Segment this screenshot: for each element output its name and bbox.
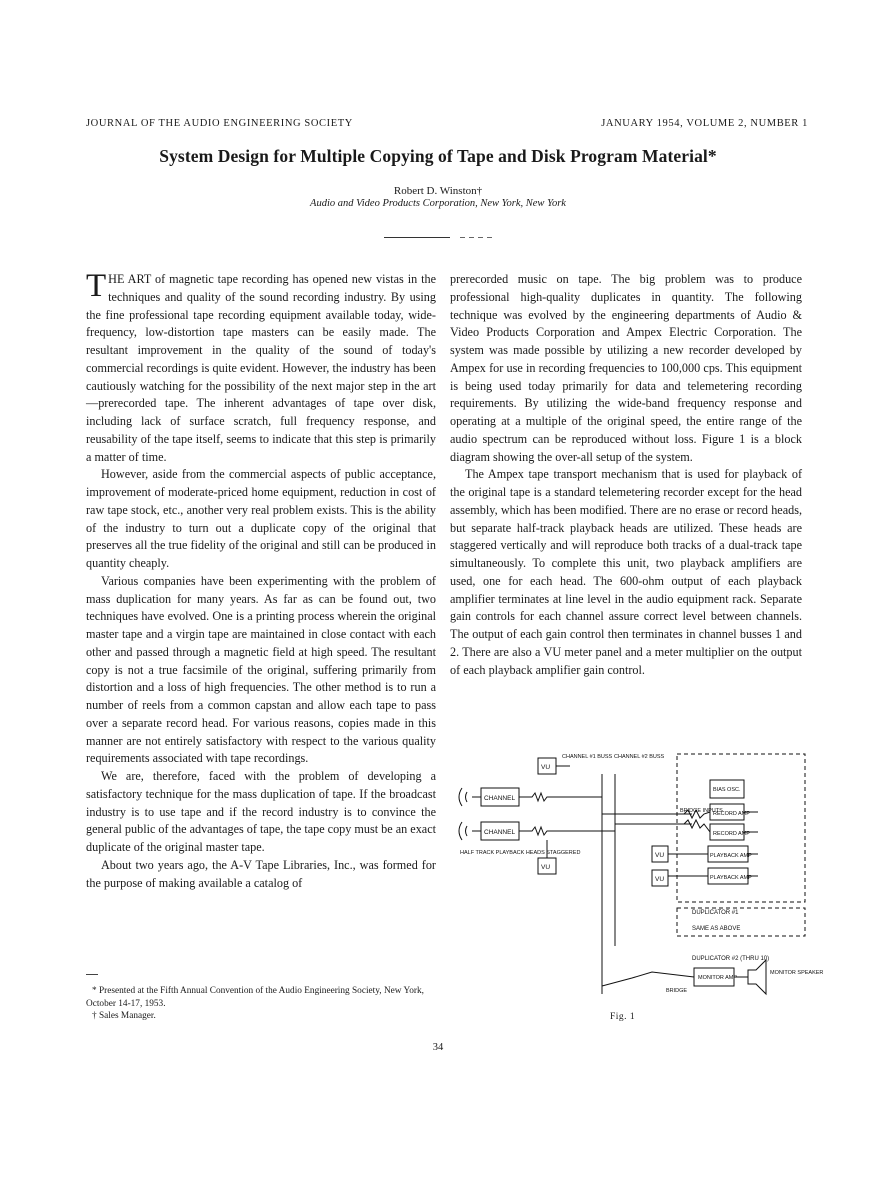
fig-record-amp-1: RECORD AMP [713,811,750,817]
fig-monitor-amp: MONITOR AMP [698,975,738,981]
journal-header: JOURNAL OF THE AUDIO ENGINEERING SOCIETY [86,118,353,129]
paragraph-1-text: HE ART of magnetic tape recording has opened new vistas in the techniques and quality of the sound recording industry. By using the fine professional tape recording equipment available today, wide-frequency, low-distortion tape masters can be easily made. The resultant improvement in the quality of the sound of today's commercial recordings is quite evident. However, the industry has been cautiously watching for the possibility of the next major step in the art—prerecorded tape. The inherent advantages of tape over disk, including lack of surface scratch, full frequency response, and reusability of the tape itself, seems to indicate that this step is primarily a matter of time. [86,272,436,464]
column-left [86,268,436,892]
footnote-sales-manager: † Sales Manager. [92,1011,156,1021]
fig-channel-1-label: CHANNEL [484,795,516,802]
fig-channel-2-label: CHANNEL [484,829,516,836]
column-right [450,271,802,679]
fig-record-amp-2: RECORD AMP [713,831,750,837]
footnotes [86,985,436,1023]
footnote-presented: * Presented at the Fifth Annual Convention of the Audio Engineering Society, New York, October 14-17, 1953. [86,986,424,1009]
fig-same-as-above: SAME AS ABOVE [692,926,741,932]
author-affiliation: Audio and Video Products Corporation, New York, New York [310,198,566,209]
fig-channel-1-buss: CHANNEL #1 BUSS [562,754,613,760]
fig-vu-label-2: VU [541,864,551,871]
fig-playback-amp-2: PLAYBACK AMP [710,875,752,881]
paragraph-7: The Ampex tape transport mechanism that is used for playback of the original tape is a standard telemetering recorder except for the head assembly, which has been modified. There are no erase or record heads, but separate half-track playback heads are utilized. These heads are staggered vertically and will reproduce both tracks of a dual-track tape simultaneously. To complete this unit, two playback amplifiers are used, one for each head. The 600-ohm output of each playback amplifier terminates at line level in the audio equipment rack. Separate gain controls for each channel assure correct level between channels. The output of each gain control then terminates in channel busses 1 and 2. There are also a VU meter panel and a meter multiplier on the output of each playback amplifier gain control. [450,467,802,677]
fig-bridge-inputs: BRIDGE INPUTS [680,808,723,814]
fig-channel-2-buss: CHANNEL #2 BUSS [614,754,665,760]
fig-bridge: BRIDGE [666,988,688,994]
page-number: 34 [432,1042,444,1053]
fig-playback-amp-1: PLAYBACK AMP [710,853,752,859]
paragraph-5: About two years ago, the A-V Tape Libraries, Inc., was formed for the purpose of making available a catalog of [86,857,436,890]
author-name: Robert D. Winston† [393,185,483,197]
figure-caption: Fig. 1 [610,1012,636,1022]
paragraph-2: However, aside from the commercial aspects of public acceptance, improvement of moderate-priced home equipment, reduction in cost of raw tape stock, etc., another very real problem exists. This is the ability of the industry to turn out a duplicate copy of the original that preserves all the true fidelity of the original and still can be produced in quantity cheaply. [86,467,436,570]
paragraph-3: Various companies have been experimenting with the problem of mass duplication for many years. As far as can be found out, two techniques have evolved. One is a printing process wherein the original master tape and a virgin tape are maintained in close contact with each other and passed through a magnetic field at high speed. The resultant copy is not a true facsimile of the original, suffering primarily from distortion and a loss of high frequencies. The other method is to run a number of reels from a common capstan and allow each tape to pass over a separate record head. For various reasons, copies made in this manner are not entirely satisfactory with respect to the various quality requirements associated with tape recordings. [86,573,436,766]
fig-duplicator-1: DUPLICATOR #1 [692,910,739,916]
paragraph-4: We are, therefore, faced with the problem of developing a satisfactory technique for the mass duplication of tape. If the broadcast industry is to use tape and if the record industry is to convince the general public of the advantages of tape, the tape copy must be an exact duplicate of the original master tape. [86,769,436,854]
title-separator-dashes [460,237,494,238]
speaker-symbol [734,960,766,994]
paragraph-1 [86,268,436,466]
issue-header: JANUARY 1954, VOLUME 2, NUMBER 1 [601,118,808,129]
fig-monitor-speaker: MONITOR SPEAKER [770,970,824,976]
fig-half-track-heads: HALF TRACK PLAYBACK HEADS STAGGERED [460,850,581,856]
fig-bias-osc: BIAS OSC. [713,787,741,793]
fig-vu-label-1: VU [541,764,551,771]
drop-cap: T [86,268,107,304]
fig-vu-label-4: VU [655,876,665,883]
fig-duplicator-2: DUPLICATOR #2 (THRU 10) [692,956,770,962]
footnote-rule [86,974,98,975]
title-separator [384,237,450,238]
paragraph-6: prerecorded music on tape. The big problem was to produce professional high-quality duplicates in quantity. The following technique was evolved by the engineering departments of Audio & Video Products Corporation and Ampex Electric Corporation. The system was made possible by utilizing a new recorder developed by Ampex for use in recording frequencies to 100,000 cps. This equipment is being used today primarily for data and telemetering recording requirements. By utilizing the wide-band frequency response and operating at a multiple of the original speed, the entire range of the audio spectrum can be reproduced without loss. Figure 1 is a block diagram showing the over-all setup of the system. [450,272,802,464]
article-title: System Design for Multiple Copying of Tape and Disk Program Material* [159,146,717,166]
fig-vu-label-3: VU [655,852,665,859]
block-diagram-figure [452,746,824,1024]
